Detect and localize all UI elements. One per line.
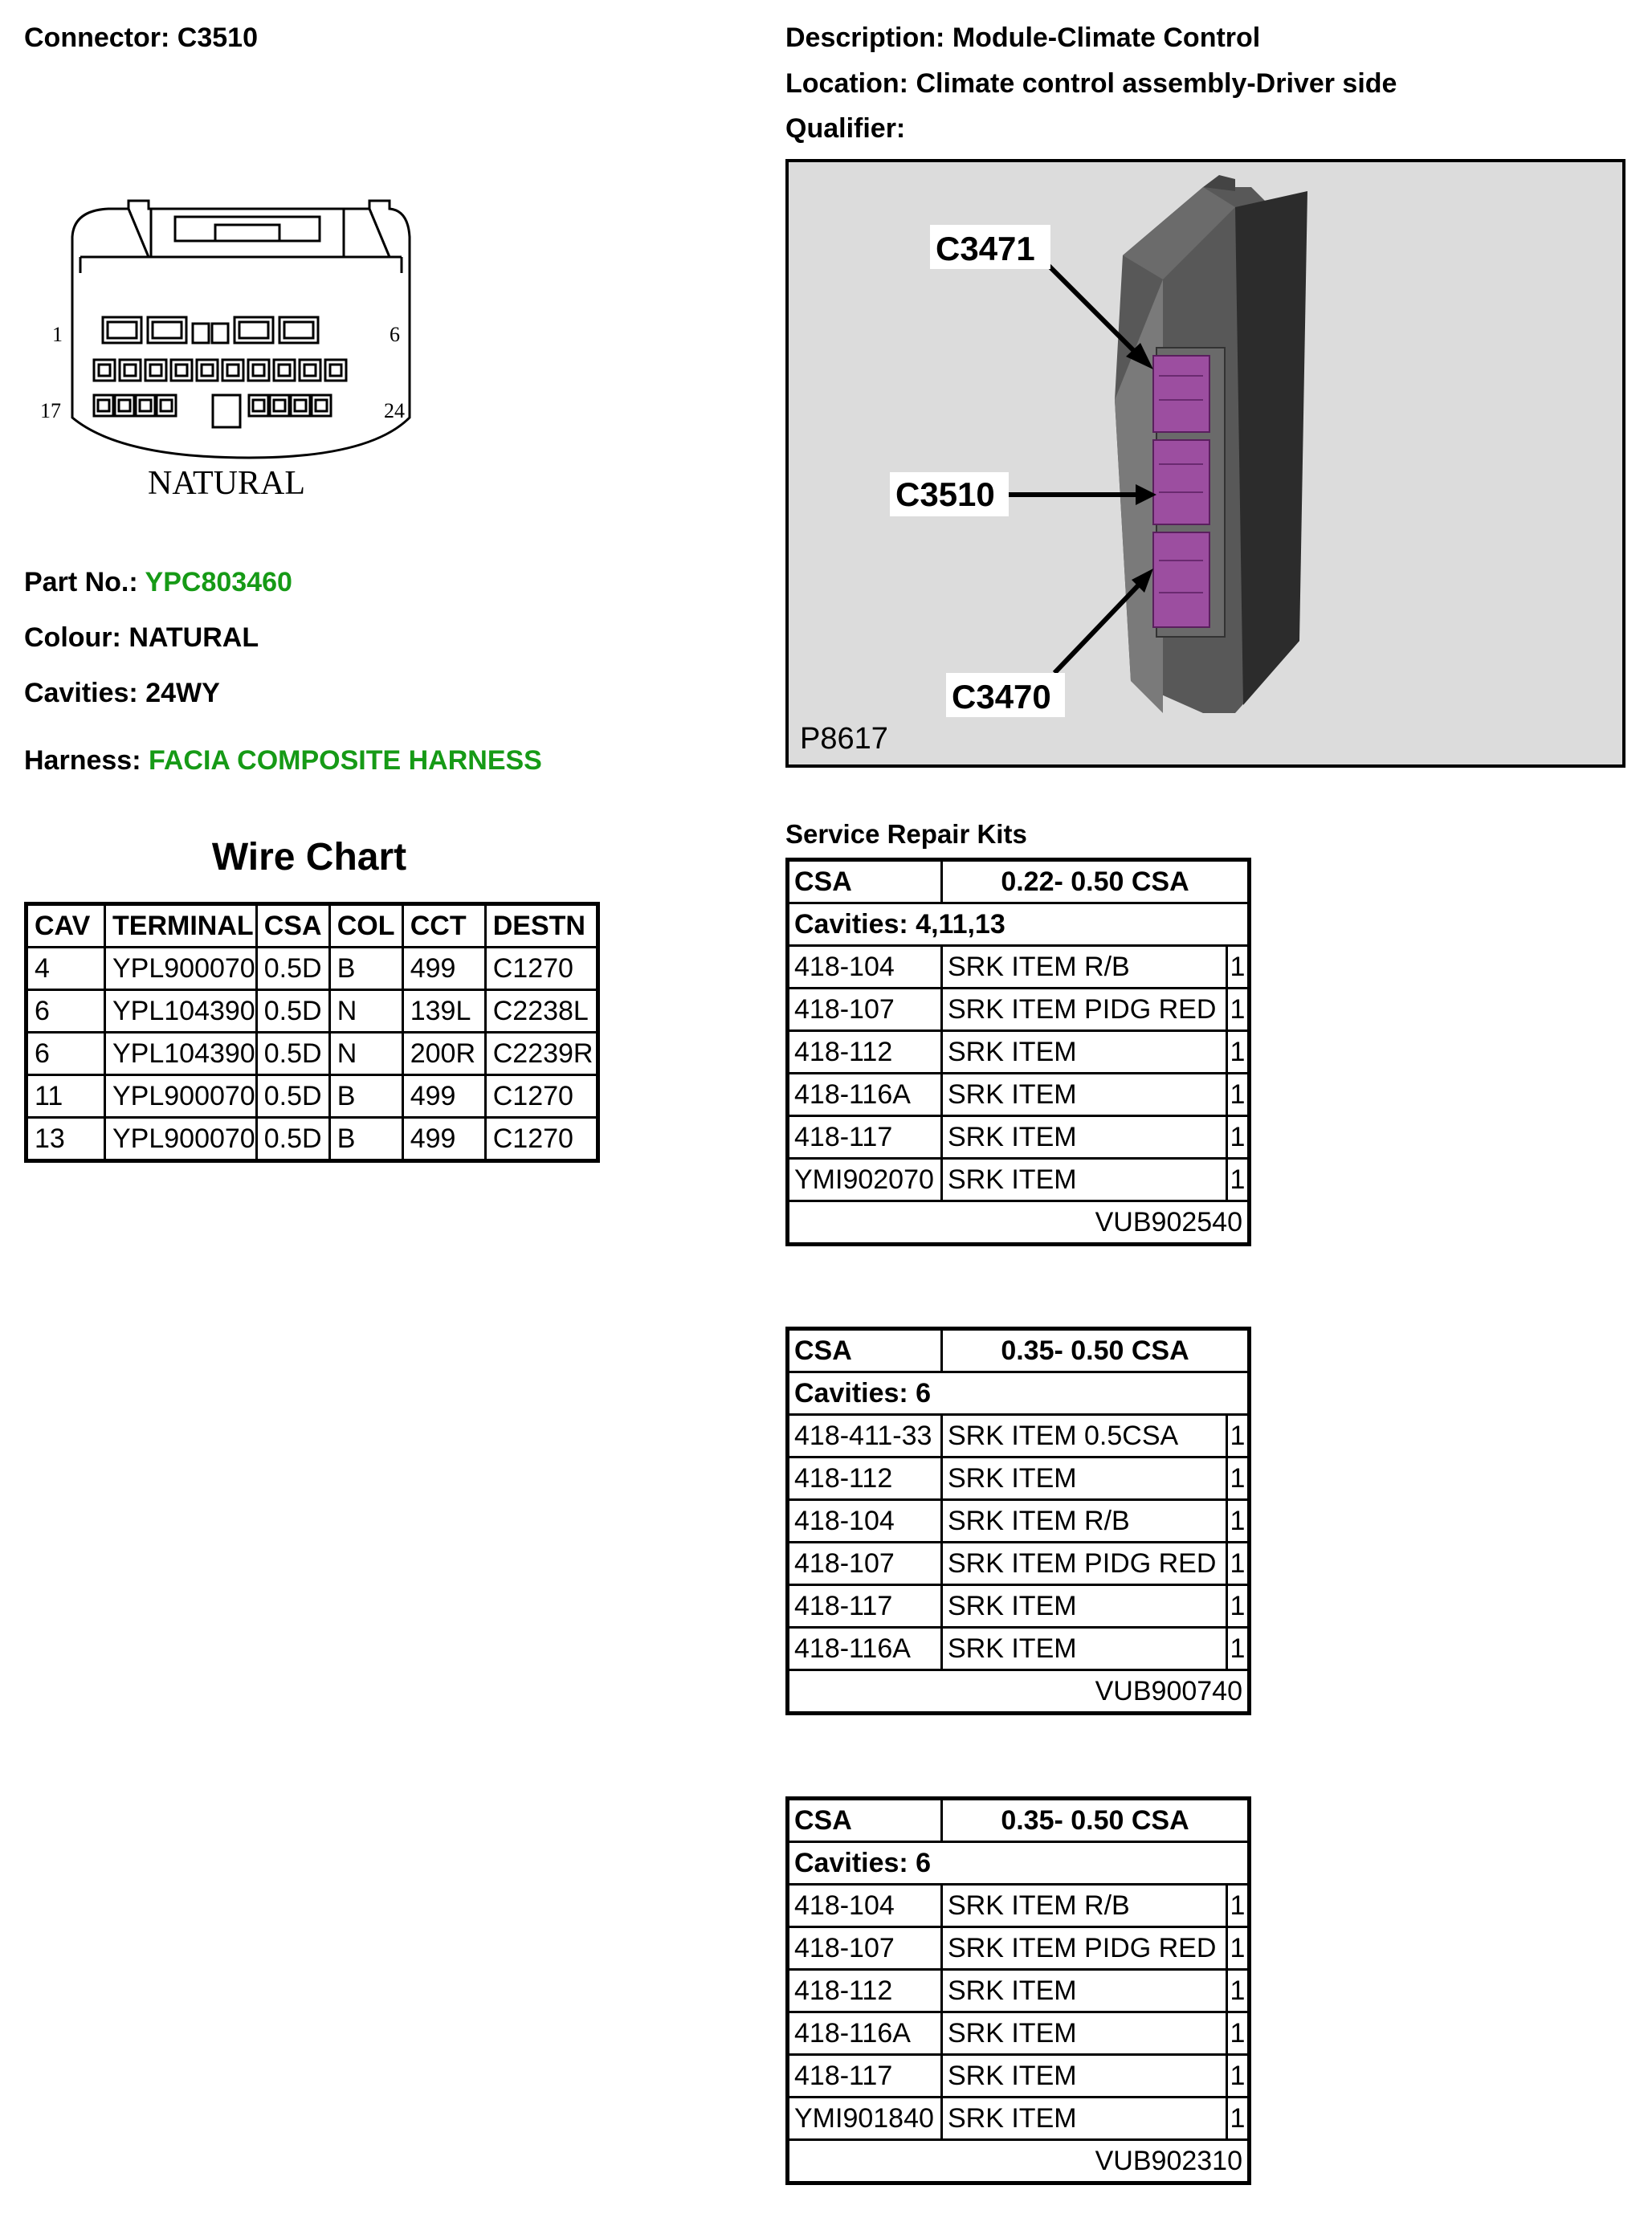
repair-kit-table bbox=[785, 1327, 1251, 1715]
kit-item-qty: 1 bbox=[1227, 2012, 1250, 2055]
kit-item-qty: 1 bbox=[1227, 2055, 1250, 2098]
kit-item-part: YMI902070 bbox=[788, 1159, 942, 1201]
kit-item-qty: 1 bbox=[1227, 946, 1250, 989]
cavity bbox=[171, 360, 192, 381]
kit-item-part: 418-116A bbox=[788, 1628, 942, 1670]
kit-header-row bbox=[788, 1799, 1250, 1842]
pin-label-17: 17 bbox=[40, 399, 61, 422]
wire-chart-cell: 4 bbox=[27, 948, 105, 990]
callout-c3471: C3471 bbox=[936, 230, 1035, 267]
kit-item-part: 418-112 bbox=[788, 1970, 942, 2012]
kit-item-row bbox=[788, 1970, 1250, 2012]
cavity bbox=[197, 360, 218, 381]
wire-chart-cell: YPL104390 bbox=[105, 990, 257, 1033]
kit-csa-range: 0.22- 0.50 CSA bbox=[942, 860, 1250, 903]
kit-item-desc: SRK ITEM bbox=[942, 1159, 1227, 1201]
pin-label-1: 1 bbox=[52, 323, 63, 346]
wire-chart-cell: 13 bbox=[27, 1118, 105, 1161]
kit-item-row bbox=[788, 1458, 1250, 1500]
wire-chart-cell: B bbox=[329, 1118, 402, 1161]
kit-item-desc: SRK ITEM PIDG RED bbox=[942, 1927, 1227, 1970]
cavity bbox=[145, 360, 166, 381]
cavity bbox=[300, 360, 320, 381]
location: Location: Climate control assembly-Driver side bbox=[785, 68, 1397, 99]
kit-item-qty: 1 bbox=[1227, 1031, 1250, 1074]
wire-chart-cell: YPL900070 bbox=[105, 948, 257, 990]
kit-item-row bbox=[788, 1885, 1250, 1927]
harness: Harness: FACIA COMPOSITE HARNESS bbox=[24, 745, 542, 776]
kit-csa-range: 0.35- 0.50 CSA bbox=[942, 1329, 1250, 1372]
cavity bbox=[222, 360, 243, 381]
description: Description: Module-Climate Control bbox=[785, 22, 1261, 53]
wire-chart-cell: 0.5D bbox=[256, 1033, 329, 1075]
kit-item-desc: SRK ITEM bbox=[942, 1970, 1227, 2012]
wire-chart-cell: 0.5D bbox=[256, 1118, 329, 1161]
kit-item-qty: 1 bbox=[1227, 1159, 1250, 1201]
repair-kit-table bbox=[785, 1796, 1251, 2185]
wire-chart-cell: 6 bbox=[27, 1033, 105, 1075]
wire-chart-cell: 11 bbox=[27, 1075, 105, 1118]
kit-item-part: 418-104 bbox=[788, 946, 942, 989]
wire-chart-row bbox=[27, 948, 598, 990]
wire-chart-title: Wire Chart bbox=[211, 836, 407, 879]
kit-number-row bbox=[788, 1670, 1250, 1714]
kit-item-row bbox=[788, 1159, 1250, 1201]
wire-chart-cell: 0.5D bbox=[256, 948, 329, 990]
kit-number-row bbox=[788, 2140, 1250, 2183]
kit-item-desc: SRK ITEM bbox=[942, 1585, 1227, 1628]
kit-item-part: 418-116A bbox=[788, 1074, 942, 1116]
kit-item-desc: SRK ITEM R/B bbox=[942, 946, 1227, 989]
kit-item-desc: SRK ITEM bbox=[942, 1116, 1227, 1159]
cavity bbox=[120, 360, 141, 381]
kit-cavities: Cavities: 4,11,13 bbox=[788, 903, 1250, 946]
col-terminal: TERMINAL bbox=[105, 904, 257, 948]
kit-header-row bbox=[788, 860, 1250, 903]
kit-item-qty: 1 bbox=[1227, 1415, 1250, 1458]
kit-item-desc: SRK ITEM R/B bbox=[942, 1500, 1227, 1543]
wire-chart-cell: C1270 bbox=[485, 948, 598, 990]
kit-item-row bbox=[788, 2012, 1250, 2055]
wire-chart-cell: 499 bbox=[402, 948, 485, 990]
kit-csa-label: CSA bbox=[788, 860, 942, 903]
kit-number: VUB900740 bbox=[788, 1670, 1250, 1714]
kit-item-part: 418-104 bbox=[788, 1885, 942, 1927]
kit-item-row bbox=[788, 1074, 1250, 1116]
kit-item-part: 418-411-33 bbox=[788, 1415, 942, 1458]
kit-csa-label: CSA bbox=[788, 1799, 942, 1842]
col-csa: CSA bbox=[256, 904, 329, 948]
module-location-photo bbox=[785, 159, 1625, 768]
wire-chart-cell: C2239R bbox=[485, 1033, 598, 1075]
wire-chart-table bbox=[24, 902, 600, 1163]
wire-chart-cell: B bbox=[329, 948, 402, 990]
wire-chart-header-row bbox=[27, 904, 598, 948]
kit-cavities-row bbox=[788, 1842, 1250, 1885]
cavities: Cavities: 24WY bbox=[24, 678, 220, 708]
wire-chart-cell: 200R bbox=[402, 1033, 485, 1075]
kit-item-part: 418-107 bbox=[788, 989, 942, 1031]
callout-c3470: C3470 bbox=[952, 678, 1051, 716]
kit-item-part: 418-107 bbox=[788, 1927, 942, 1970]
kit-item-row bbox=[788, 946, 1250, 989]
wire-chart-cell: YPL104390 bbox=[105, 1033, 257, 1075]
kit-item-desc: SRK ITEM bbox=[942, 2012, 1227, 2055]
kit-item-part: YMI901840 bbox=[788, 2098, 942, 2140]
wire-chart-cell: 139L bbox=[402, 990, 485, 1033]
wire-chart-cell: YPL900070 bbox=[105, 1075, 257, 1118]
kit-item-qty: 1 bbox=[1227, 1500, 1250, 1543]
col-cav: CAV bbox=[27, 904, 105, 948]
colour: Colour: NATURAL bbox=[24, 622, 259, 653]
photo-reference: P8617 bbox=[800, 722, 888, 756]
wire-chart-cell: C2238L bbox=[485, 990, 598, 1033]
kit-item-row bbox=[788, 2098, 1250, 2140]
callout-c3510: C3510 bbox=[895, 475, 995, 513]
diagram-colour-text: NATURAL bbox=[148, 465, 305, 502]
pin-label-24: 24 bbox=[384, 399, 405, 422]
wire-chart-row bbox=[27, 1075, 598, 1118]
kit-number: VUB902310 bbox=[788, 2140, 1250, 2183]
wire-chart-cell: N bbox=[329, 1033, 402, 1075]
kit-item-row bbox=[788, 1500, 1250, 1543]
kit-item-part: 418-117 bbox=[788, 1116, 942, 1159]
kit-item-part: 418-104 bbox=[788, 1500, 942, 1543]
kit-header-row bbox=[788, 1329, 1250, 1372]
kit-item-desc: SRK ITEM R/B bbox=[942, 1885, 1227, 1927]
wire-chart-row bbox=[27, 1033, 598, 1075]
wire-chart-cell: C1270 bbox=[485, 1118, 598, 1161]
kit-item-part: 418-112 bbox=[788, 1031, 942, 1074]
col-cct: CCT bbox=[402, 904, 485, 948]
cavity bbox=[325, 360, 346, 381]
cavity bbox=[274, 360, 295, 381]
kit-item-desc: SRK ITEM bbox=[942, 2055, 1227, 2098]
kit-item-desc: SRK ITEM bbox=[942, 1458, 1227, 1500]
kit-item-row bbox=[788, 1585, 1250, 1628]
kit-item-row bbox=[788, 1415, 1250, 1458]
kit-cavities-row bbox=[788, 903, 1250, 946]
kit-cavities: Cavities: 6 bbox=[788, 1372, 1250, 1415]
kit-item-part: 418-117 bbox=[788, 2055, 942, 2098]
kit-item-qty: 1 bbox=[1227, 1628, 1250, 1670]
wire-chart-cell: B bbox=[329, 1075, 402, 1118]
pin-label-6: 6 bbox=[390, 323, 400, 346]
col-destn: DESTN bbox=[485, 904, 598, 948]
connector-face-diagram bbox=[32, 193, 426, 514]
wire-chart-cell: 0.5D bbox=[256, 1075, 329, 1118]
kit-item-row bbox=[788, 2055, 1250, 2098]
wire-chart-cell: 499 bbox=[402, 1075, 485, 1118]
qualifier: Qualifier: bbox=[785, 113, 906, 144]
kit-csa-range: 0.35- 0.50 CSA bbox=[942, 1799, 1250, 1842]
kit-item-desc: SRK ITEM bbox=[942, 2098, 1227, 2140]
kit-item-qty: 1 bbox=[1227, 1074, 1250, 1116]
kit-item-desc: SRK ITEM PIDG RED bbox=[942, 1543, 1227, 1585]
kit-cavities-row bbox=[788, 1372, 1250, 1415]
kit-item-part: 418-116A bbox=[788, 2012, 942, 2055]
part-number: Part No.: YPC803460 bbox=[24, 567, 292, 597]
wire-chart-cell: 499 bbox=[402, 1118, 485, 1161]
kit-item-row bbox=[788, 1927, 1250, 1970]
kit-item-desc: SRK ITEM bbox=[942, 1628, 1227, 1670]
kit-cavities: Cavities: 6 bbox=[788, 1842, 1250, 1885]
kit-item-part: 418-112 bbox=[788, 1458, 942, 1500]
wire-chart-row bbox=[27, 990, 598, 1033]
kit-item-qty: 1 bbox=[1227, 1927, 1250, 1970]
wire-chart-row bbox=[27, 1118, 598, 1161]
kit-csa-label: CSA bbox=[788, 1329, 942, 1372]
kit-item-row bbox=[788, 1031, 1250, 1074]
wire-chart-cell: C1270 bbox=[485, 1075, 598, 1118]
kit-item-qty: 1 bbox=[1227, 1585, 1250, 1628]
cavity bbox=[248, 360, 269, 381]
col-col: COL bbox=[329, 904, 402, 948]
kit-item-row bbox=[788, 1628, 1250, 1670]
cavity bbox=[94, 360, 115, 381]
wire-chart-cell: 6 bbox=[27, 990, 105, 1033]
kit-number-row bbox=[788, 1201, 1250, 1245]
wire-chart-cell: N bbox=[329, 990, 402, 1033]
kit-item-desc: SRK ITEM bbox=[942, 1074, 1227, 1116]
kit-item-part: 418-107 bbox=[788, 1543, 942, 1585]
kit-item-row bbox=[788, 1116, 1250, 1159]
connector-id: Connector: C3510 bbox=[24, 22, 258, 53]
kit-number: VUB902540 bbox=[788, 1201, 1250, 1245]
kit-item-qty: 1 bbox=[1227, 1885, 1250, 1927]
kit-item-desc: SRK ITEM bbox=[942, 1031, 1227, 1074]
wire-chart-cell: YPL900070 bbox=[105, 1118, 257, 1161]
kit-item-qty: 1 bbox=[1227, 1543, 1250, 1585]
service-repair-kits-heading: Service Repair Kits bbox=[785, 819, 1027, 849]
kit-item-desc: SRK ITEM PIDG RED bbox=[942, 989, 1227, 1031]
kit-item-qty: 1 bbox=[1227, 1116, 1250, 1159]
kit-item-qty: 1 bbox=[1227, 989, 1250, 1031]
kit-item-qty: 1 bbox=[1227, 1458, 1250, 1500]
kit-item-row bbox=[788, 1543, 1250, 1585]
kit-item-desc: SRK ITEM 0.5CSA bbox=[942, 1415, 1227, 1458]
kit-item-qty: 1 bbox=[1227, 1970, 1250, 2012]
kit-item-row bbox=[788, 989, 1250, 1031]
kit-item-part: 418-117 bbox=[788, 1585, 942, 1628]
wire-chart-cell: 0.5D bbox=[256, 990, 329, 1033]
repair-kit-table bbox=[785, 858, 1251, 1246]
kit-item-qty: 1 bbox=[1227, 2098, 1250, 2140]
